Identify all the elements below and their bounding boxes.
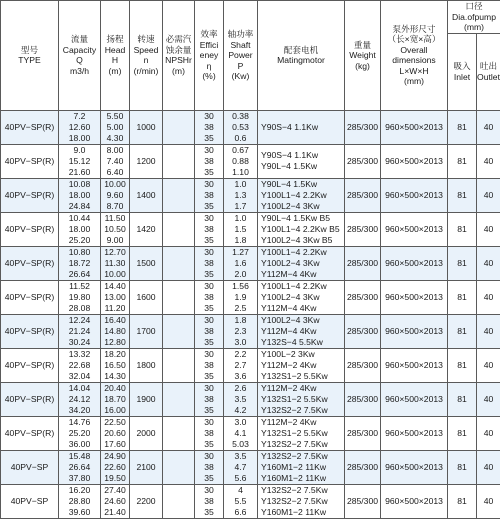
cell-efficiency: 30 38 35	[195, 382, 224, 416]
cell-weight: 285/300	[345, 348, 381, 382]
cell-motor: Y90S−4 1.1Kw Y90L−4 1.5Kw	[258, 144, 345, 178]
cell-capacity: 15.48 26.64 37.80	[59, 450, 101, 484]
cell-type: 40PV−SP(R)	[1, 416, 59, 450]
cell-type: 40PV−SP(R)	[1, 212, 59, 246]
table-row	[1, 416, 500, 450]
cell-efficiency: 30 38 35	[195, 450, 224, 484]
cell-outlet: 40	[477, 144, 500, 178]
cell-dimensions: 960×500×2013	[381, 246, 448, 280]
cell-capacity: 12.24 21.24 30.24	[59, 314, 101, 348]
cell-motor: Y100L−2 3Kw Y112M−2 4Kw Y132S1−2 5.5Kw	[258, 348, 345, 382]
cell-power: 1.56 1.9 2.5	[224, 280, 258, 314]
cell-type: 40PV−SP(R)	[1, 178, 59, 212]
cell-type: 40PV−SP(R)	[1, 246, 59, 280]
cell-speed: 1800	[130, 348, 163, 382]
table-row	[1, 484, 500, 518]
cell-outlet: 40	[477, 484, 500, 518]
cell-dimensions: 960×500×2013	[381, 484, 448, 518]
cell-head: 11.50 10.50 9.00	[101, 212, 130, 246]
cell-motor: Y100L2−4 3Kw Y112M−4 4Kw Y132S−4 5.5Kw	[258, 314, 345, 348]
cell-dimensions: 960×500×2013	[381, 178, 448, 212]
header-npsh: 必需汽 蚀余量 NPSHr (m)	[163, 1, 195, 111]
cell-type: 40PV−SP(R)	[1, 144, 59, 178]
cell-outlet: 40	[477, 212, 500, 246]
header-pump-dia: 口径 Dia.ofpump (mm)	[448, 1, 500, 34]
cell-npsh	[163, 382, 195, 416]
cell-dimensions: 960×500×2013	[381, 144, 448, 178]
table-row	[1, 382, 500, 416]
cell-efficiency: 30 38 35	[195, 144, 224, 178]
header-outlet: 吐出 Outlet	[477, 33, 500, 110]
cell-npsh	[163, 484, 195, 518]
header-type: 型号 TYPE	[1, 1, 59, 111]
cell-npsh	[163, 416, 195, 450]
cell-inlet: 81	[448, 280, 477, 314]
cell-weight: 285/300	[345, 416, 381, 450]
cell-outlet: 40	[477, 382, 500, 416]
cell-speed: 1600	[130, 280, 163, 314]
cell-inlet: 81	[448, 178, 477, 212]
cell-head: 8.00 7.40 6.40	[101, 144, 130, 178]
cell-npsh	[163, 314, 195, 348]
cell-capacity: 10.80 18.72 26.64	[59, 246, 101, 280]
cell-npsh	[163, 110, 195, 144]
cell-capacity: 14.04 24.12 34.20	[59, 382, 101, 416]
cell-power: 3.5 4.7 5.6	[224, 450, 258, 484]
table-row	[1, 144, 500, 178]
cell-weight: 285/300	[345, 144, 381, 178]
table-row	[1, 348, 500, 382]
cell-npsh	[163, 246, 195, 280]
table-row	[1, 178, 500, 212]
cell-power: 1.27 1.6 2.0	[224, 246, 258, 280]
cell-inlet: 81	[448, 246, 477, 280]
cell-inlet: 81	[448, 484, 477, 518]
cell-power: 2.6 3.5 4.2	[224, 382, 258, 416]
header-power: 轴功率 Shaft Power P (Kw)	[224, 1, 258, 111]
cell-head: 5.50 5.00 4.30	[101, 110, 130, 144]
cell-motor: Y112M−2 4Kw Y132S1−2 5.5Kw Y132S2−2 7.5Kw	[258, 382, 345, 416]
header-capacity: 流量 Capacity Q m3/h	[59, 1, 101, 111]
cell-motor: Y132S2−2 7.5Kw Y160M1−2 11Kw Y160M1−2 11Kw	[258, 450, 345, 484]
cell-capacity: 14.76 25.20 36.00	[59, 416, 101, 450]
cell-motor: Y112M−2 4Kw Y132S1−2 5.5Kw Y132S2−2 7.5Kw	[258, 416, 345, 450]
cell-capacity: 10.44 18.00 25.20	[59, 212, 101, 246]
cell-power: 0.67 0.88 1.10	[224, 144, 258, 178]
table-row	[1, 280, 500, 314]
cell-speed: 1200	[130, 144, 163, 178]
table-row	[1, 110, 500, 144]
cell-efficiency: 30 38 35	[195, 314, 224, 348]
cell-efficiency: 30 38 35	[195, 348, 224, 382]
cell-weight: 285/300	[345, 484, 381, 518]
cell-capacity: 16.20 28.80 39.60	[59, 484, 101, 518]
cell-weight: 285/300	[345, 382, 381, 416]
cell-head: 18.20 16.50 14.30	[101, 348, 130, 382]
table-row	[1, 314, 500, 348]
cell-dimensions: 960×500×2013	[381, 348, 448, 382]
header-head: 扬程 Head H (m)	[101, 1, 130, 111]
cell-dimensions: 960×500×2013	[381, 416, 448, 450]
table-body	[1, 110, 500, 518]
table-row	[1, 212, 500, 246]
header-weight: 重量 Weight (kg)	[345, 1, 381, 111]
cell-capacity: 7.2 12.60 18.00	[59, 110, 101, 144]
cell-inlet: 81	[448, 348, 477, 382]
cell-power: 1.0 1.5 1.8	[224, 212, 258, 246]
cell-outlet: 40	[477, 178, 500, 212]
cell-outlet: 40	[477, 280, 500, 314]
cell-outlet: 40	[477, 110, 500, 144]
cell-dimensions: 960×500×2013	[381, 212, 448, 246]
cell-capacity: 11.52 19.80 28.08	[59, 280, 101, 314]
cell-type: 40PV−SP	[1, 484, 59, 518]
cell-power: 4 5.5 6.6	[224, 484, 258, 518]
cell-head: 14.40 13.00 11.20	[101, 280, 130, 314]
cell-efficiency: 30 38 35	[195, 212, 224, 246]
cell-weight: 285/300	[345, 246, 381, 280]
cell-inlet: 81	[448, 110, 477, 144]
cell-head: 24.90 22.60 19.50	[101, 450, 130, 484]
cell-npsh	[163, 450, 195, 484]
cell-motor: Y90S−4 1.1Kw	[258, 110, 345, 144]
cell-speed: 2200	[130, 484, 163, 518]
cell-capacity: 13.32 22.68 32.04	[59, 348, 101, 382]
cell-type: 40PV−SP(R)	[1, 314, 59, 348]
cell-type: 40PV−SP(R)	[1, 280, 59, 314]
cell-inlet: 81	[448, 212, 477, 246]
cell-speed: 1000	[130, 110, 163, 144]
cell-head: 12.70 11.30 10.00	[101, 246, 130, 280]
cell-speed: 1700	[130, 314, 163, 348]
cell-inlet: 81	[448, 416, 477, 450]
cell-speed: 1420	[130, 212, 163, 246]
table-row	[1, 450, 500, 484]
cell-weight: 285/300	[345, 110, 381, 144]
cell-speed: 1900	[130, 382, 163, 416]
cell-speed: 2100	[130, 450, 163, 484]
cell-speed: 2000	[130, 416, 163, 450]
cell-efficiency: 30 38 35	[195, 246, 224, 280]
cell-motor: Y90L−4 1.5Kw B5 Y100L1−4 2.2Kw B5 Y100L2−4 3Kw B5	[258, 212, 345, 246]
cell-weight: 285/300	[345, 280, 381, 314]
cell-power: 2.2 2.7 3.6	[224, 348, 258, 382]
cell-npsh	[163, 280, 195, 314]
cell-dimensions: 960×500×2013	[381, 280, 448, 314]
table-row	[1, 246, 500, 280]
cell-power: 3.0 4.1 5.03	[224, 416, 258, 450]
cell-power: 1.0 1.3 1.7	[224, 178, 258, 212]
cell-efficiency: 30 38 35	[195, 416, 224, 450]
header-motor: 配套电机 Matingmotor	[258, 1, 345, 111]
cell-inlet: 81	[448, 314, 477, 348]
header-dimensions: 泵外形尺寸 （长×宽×高） Overall dimensions L×W×H (mm)	[381, 1, 448, 111]
cell-type: 40PV−SP(R)	[1, 382, 59, 416]
cell-efficiency: 30 38 35	[195, 484, 224, 518]
cell-power: 1.8 2.3 3.0	[224, 314, 258, 348]
cell-inlet: 81	[448, 144, 477, 178]
cell-outlet: 40	[477, 416, 500, 450]
cell-dimensions: 960×500×2013	[381, 110, 448, 144]
header-inlet: 吸入 Inlet	[448, 33, 477, 110]
cell-efficiency: 30 38 35	[195, 178, 224, 212]
cell-weight: 285/300	[345, 178, 381, 212]
cell-power: 0.38 0.53 0.6	[224, 110, 258, 144]
cell-dimensions: 960×500×2013	[381, 382, 448, 416]
cell-capacity: 10.08 18.00 24.84	[59, 178, 101, 212]
cell-inlet: 81	[448, 450, 477, 484]
cell-npsh	[163, 348, 195, 382]
cell-head: 27.40 24.60 21.40	[101, 484, 130, 518]
cell-motor: Y100L1−4 2.2Kw Y100L2−4 3Kw Y112M−4 4Kw	[258, 246, 345, 280]
cell-motor: Y90L−4 1.5Kw Y100L1−4 2.2Kw Y100L2−4 3Kw	[258, 178, 345, 212]
cell-weight: 285/300	[345, 314, 381, 348]
cell-speed: 1400	[130, 178, 163, 212]
cell-outlet: 40	[477, 246, 500, 280]
header-speed: 转速 Speed n (r/min)	[130, 1, 163, 111]
cell-type: 40PV−SP(R)	[1, 110, 59, 144]
header-efficiency: 效率 Effici eney η (%)	[195, 1, 224, 111]
cell-motor: Y132S2−2 7.5Kw Y132S2−2 7.5Kw Y160M1−2 11Kw	[258, 484, 345, 518]
cell-dimensions: 960×500×2013	[381, 450, 448, 484]
cell-efficiency: 30 38 35	[195, 280, 224, 314]
cell-motor: Y100L1−4 2.2Kw Y100L2−4 3Kw Y112M−4 4Kw	[258, 280, 345, 314]
cell-outlet: 40	[477, 450, 500, 484]
cell-outlet: 40	[477, 348, 500, 382]
cell-type: 40PV−SP(R)	[1, 348, 59, 382]
cell-head: 10.00 9.60 8.70	[101, 178, 130, 212]
cell-weight: 285/300	[345, 212, 381, 246]
cell-outlet: 40	[477, 314, 500, 348]
cell-weight: 285/300	[345, 450, 381, 484]
cell-speed: 1500	[130, 246, 163, 280]
cell-head: 16.40 14.80 12.80	[101, 314, 130, 348]
cell-npsh	[163, 178, 195, 212]
cell-npsh	[163, 212, 195, 246]
cell-npsh	[163, 144, 195, 178]
cell-type: 40PV−SP	[1, 450, 59, 484]
cell-capacity: 9.0 15.12 21.60	[59, 144, 101, 178]
cell-inlet: 81	[448, 382, 477, 416]
cell-dimensions: 960×500×2013	[381, 314, 448, 348]
cell-head: 22.50 20.60 17.60	[101, 416, 130, 450]
cell-efficiency: 30 38 35	[195, 110, 224, 144]
cell-head: 20.40 18.70 16.00	[101, 382, 130, 416]
